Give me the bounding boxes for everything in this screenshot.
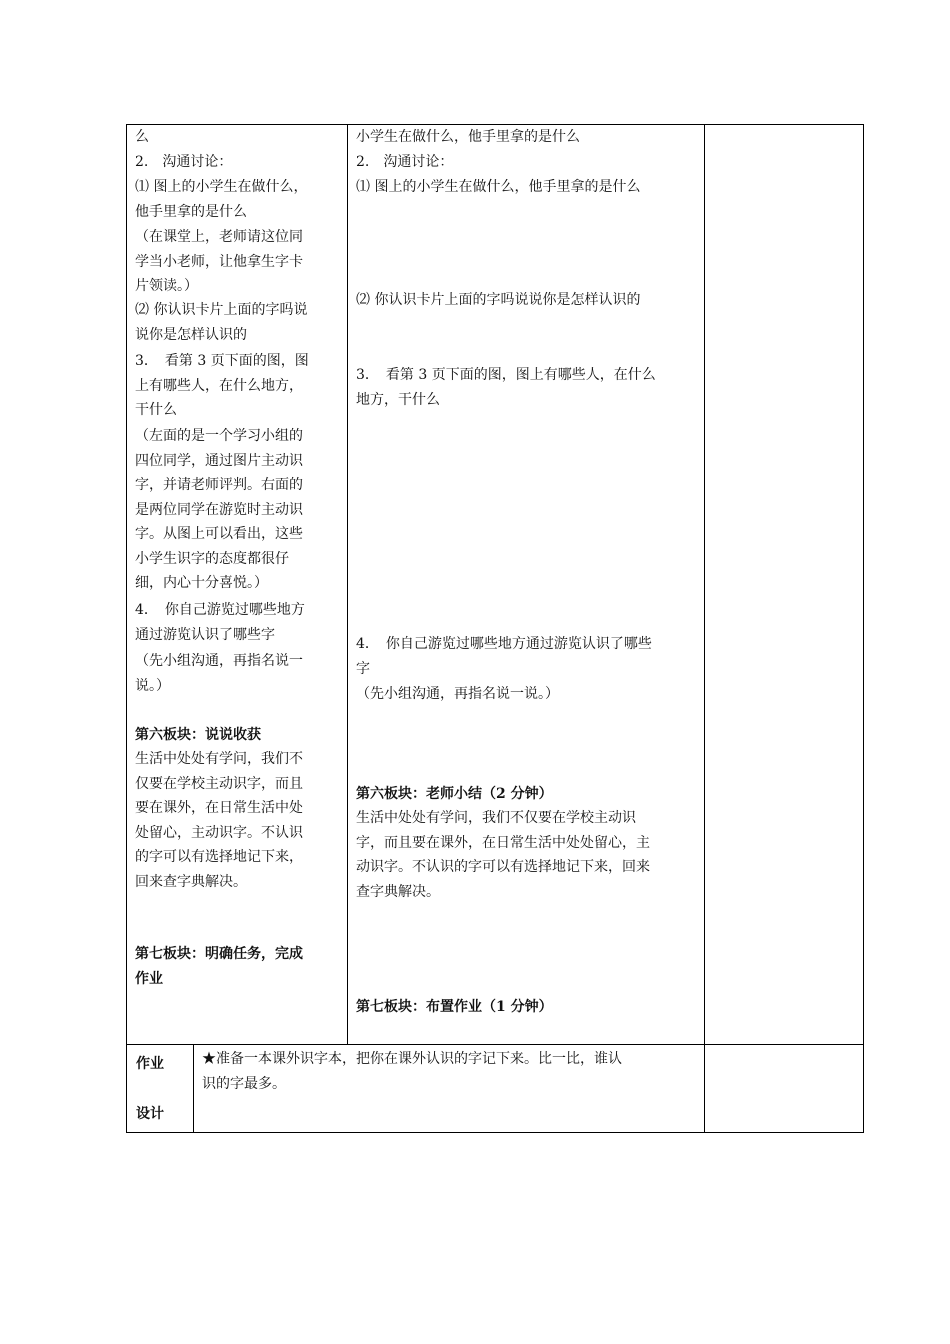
mid-item4-note: （先小组沟通，再指名说一说。）	[356, 686, 559, 702]
left-question2: ⑵ 你认识卡片上面的字吗说 说你是怎样认识的	[135, 302, 308, 343]
row-divider	[126, 1044, 864, 1045]
left-item2-title: 2. 沟通讨论：	[135, 154, 233, 170]
left-question1: ⑴ 图上的小学生在做什么， 他手里拿的是什么	[135, 179, 308, 220]
left-item3: 3． 看第 3 页下面的图，图 上有哪些人，在什么地方， 干什么	[135, 353, 309, 418]
mid-section6-title: 第六板块：老师小结（2 分钟）	[356, 786, 553, 802]
mid-question1: ⑴ 图上的小学生在做什么，他手里拿的是什么	[356, 179, 641, 195]
homework-content: ★准备一本课外识字本，把你在课外认识的字记下来。比一比，谁认 识的字最多。	[202, 1051, 622, 1092]
column-divider-left	[347, 124, 348, 1044]
homework-label-line1: 作业	[136, 1056, 164, 1072]
mid-section7-title: 第七板块：布置作业（1 分钟）	[356, 999, 553, 1015]
homework-label-line2: 设计	[136, 1106, 164, 1122]
left-item4: 4． 你自己游览过哪些地方 通过游览认识了哪些字	[135, 602, 305, 643]
homework-label-divider	[193, 1044, 194, 1133]
left-question1-note: （在课堂上，老师请这位同 学当小老师，让他拿生字卡 片领读。）	[135, 229, 303, 294]
left-section6-body: 生活中处处有学问，我们不 仅要在学校主动识字，而且 要在课外，在日常生活中处 处留心，主动识字。不认识 的字可以有选择地记下来， 回来查字典解决。	[135, 751, 303, 890]
left-section6-title: 第六板块：说说收获	[135, 727, 261, 743]
mid-section6-body: 生活中处处有学问，我们不仅要在学校主动识 字，而且要在课外，在日常生活中处处留心，主 动识字。不认识的字可以有选择地记下来，回来 查字典解决。	[356, 810, 650, 900]
mid-item3: 3． 看第 3 页下面的图，图上有哪些人，在什么 地方，干什么	[356, 367, 656, 408]
mid-item2-title: 2. 沟通讨论：	[356, 154, 454, 170]
column-divider-right	[704, 124, 705, 1133]
mid-question2: ⑵ 你认识卡片上面的字吗说说你是怎样认识的	[356, 292, 641, 308]
left-fragment: 么	[135, 129, 149, 145]
left-section7-title: 第七板块：明确任务，完成 作业	[135, 946, 303, 987]
left-item3-note: （左面的是一个学习小组的 四位同学，通过图片主动识 字，并请老师评判。右面的 是两位同学在游览时主动识 字。从图上可以看出，这些 小学生识字的态度都很仔 细，内心十分喜悦。）	[135, 428, 303, 591]
mid-item4: 4． 你自己游览过哪些地方通过游览认识了哪些 字	[356, 636, 652, 677]
mid-fragment: 小学生在做什么，他手里拿的是什么	[356, 129, 580, 145]
left-item4-note: （先小组沟通，再指名说一 说。）	[135, 653, 303, 694]
